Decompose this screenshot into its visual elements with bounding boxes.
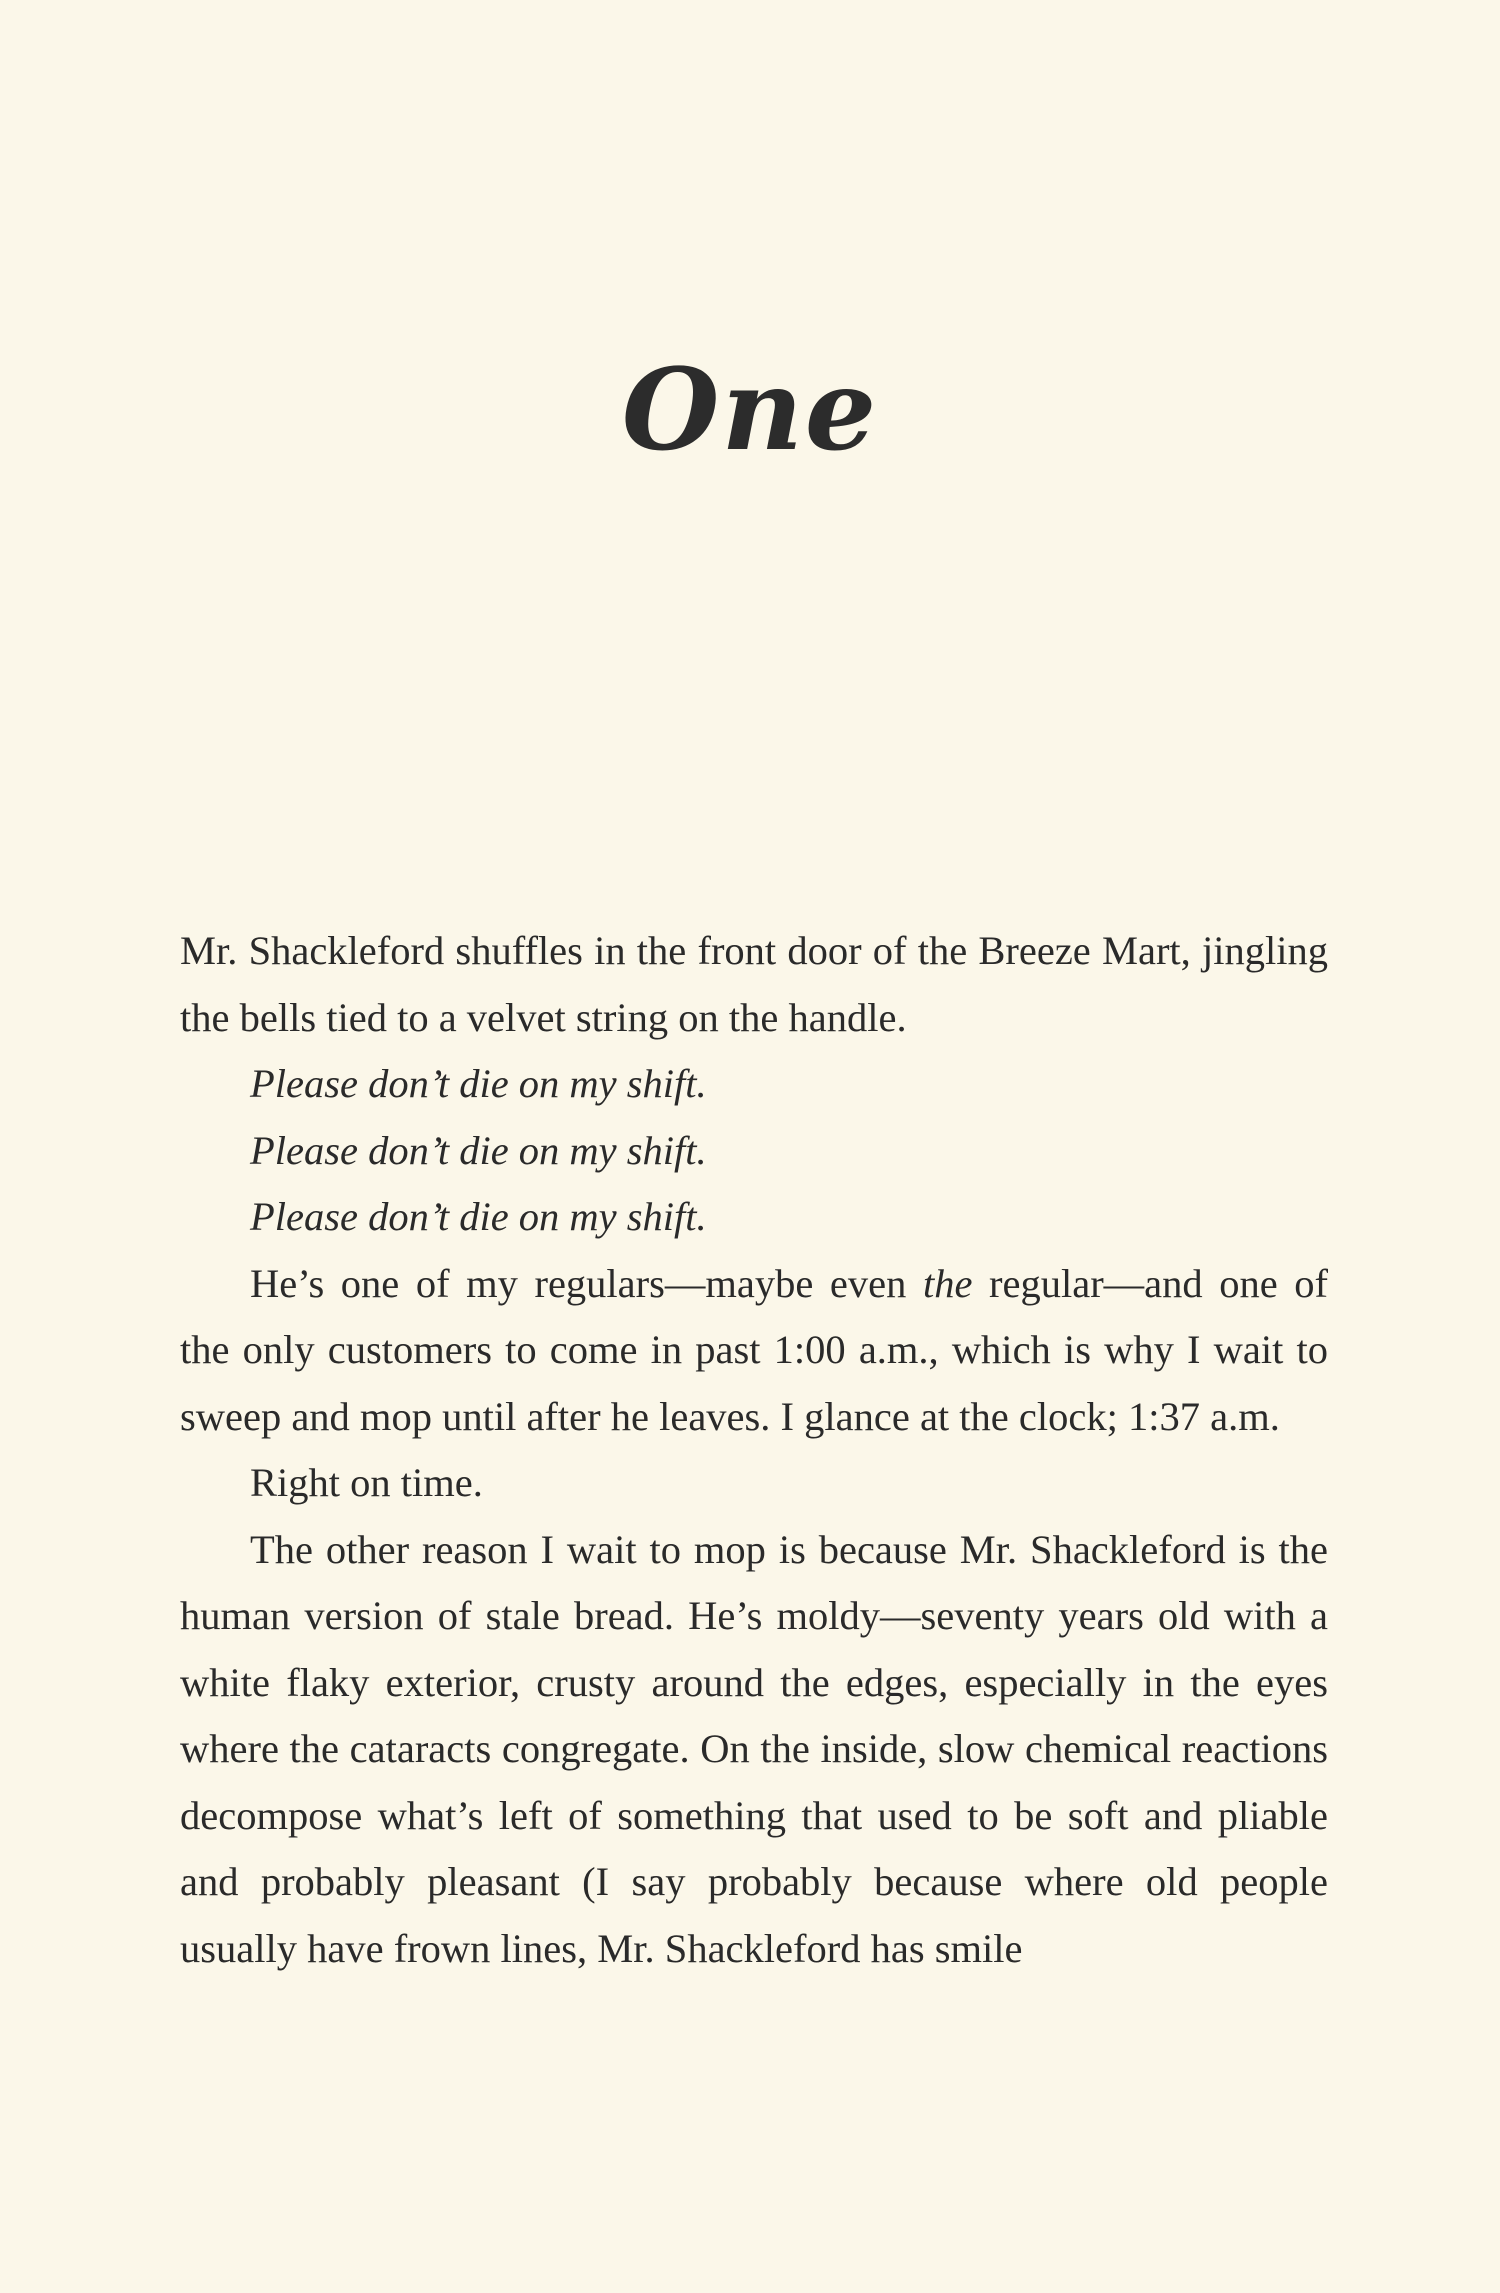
- paragraph-5-end: regular—and one of the only customers to come in past 1:00 a.m., which is why I wait to sweep and mop until after he leaves. I glance at the clock; 1:37 a.m.: [180, 1260, 1329, 1439]
- paragraph-2: Please don’t die on my shift.: [250, 1061, 707, 1106]
- paragraph-6: Right on time.: [250, 1460, 483, 1505]
- paragraph-5-start: He’s one of my regulars—maybe even: [250, 1260, 923, 1306]
- paragraph-5-emphasis: the: [922, 1260, 973, 1306]
- paragraph-4: Please don’t die on my shift.: [250, 1194, 707, 1239]
- chapter-body: [180, 918, 1328, 1982]
- paragraph-7: The other reason I wait to mop is because Mr. Shackleford is the human version of stale bread. He’s moldy—seventy years old with a white flaky exterior, crusty around the edges, especially in the eyes where the cataracts congregate. On the inside, slow chemical reactions decompose what’s left of something that used to be soft and pliable and probably pleasant (I say probably because where old people usually have frown lines, Mr. Shackleford has smile: [180, 1526, 1328, 1971]
- paragraph-1: Mr. Shackleford shuffles in the front door of the Breeze Mart, jingling the bells tied to a velvet string on the handle.: [180, 928, 1328, 1040]
- chapter-title: One: [621, 345, 879, 476]
- paragraph-3: Please don’t die on my shift.: [250, 1127, 707, 1173]
- paragraph-5: [180, 1251, 1328, 1451]
